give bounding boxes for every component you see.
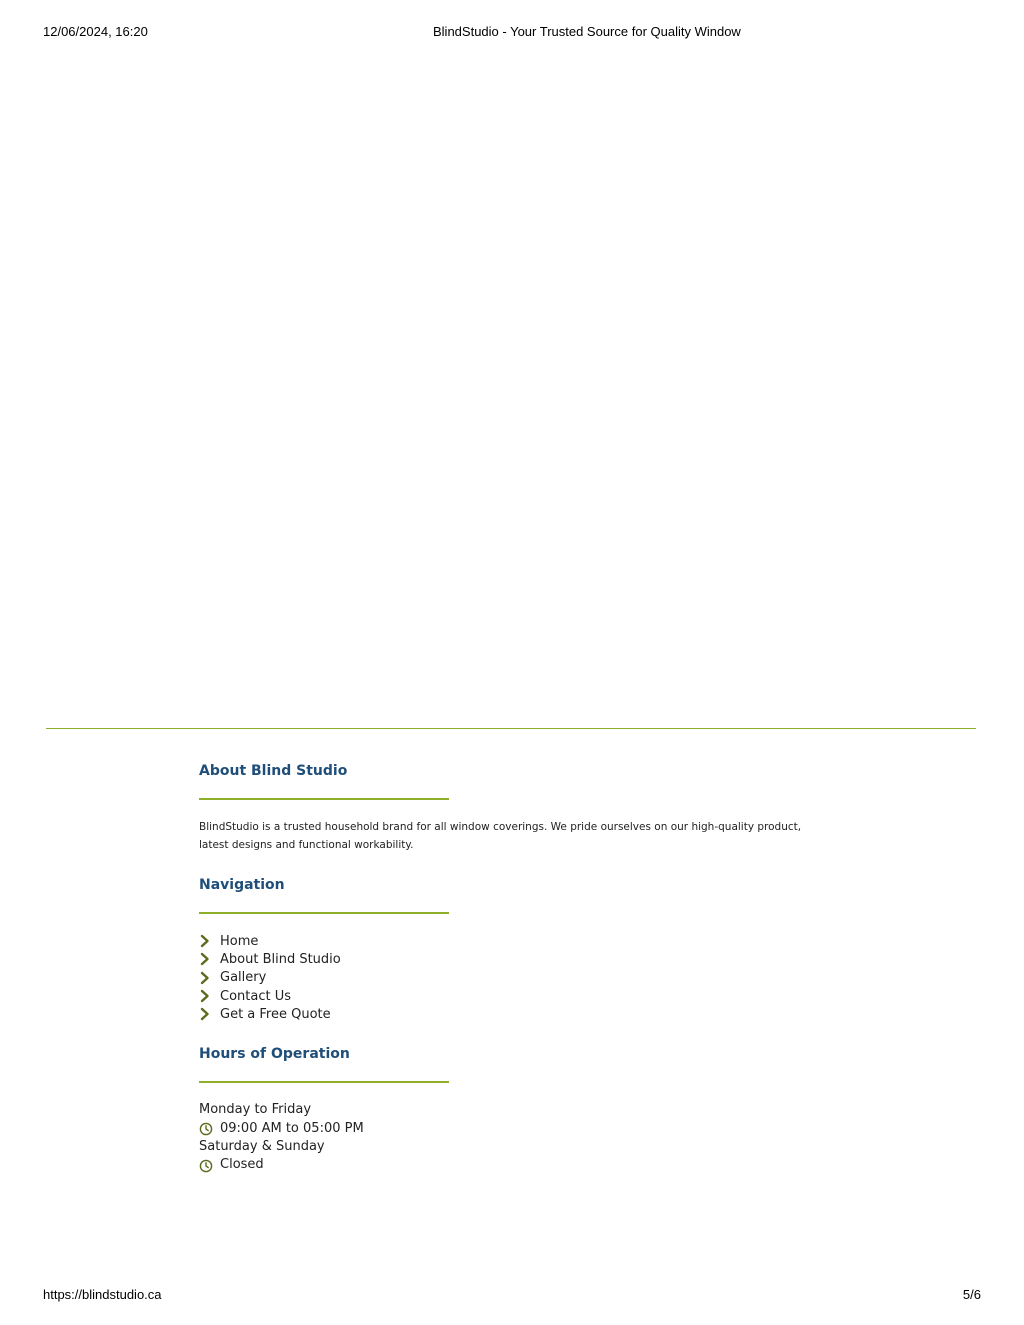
about-heading: About Blind Studio (199, 763, 348, 779)
footer-divider (46, 728, 976, 729)
nav-link-gallery[interactable] (199, 969, 839, 987)
nav-link-label: About Blind Studio (220, 951, 341, 967)
chevron-right-icon (199, 971, 211, 985)
nav-link-label: Gallery (220, 970, 267, 986)
nav-link-free-quote[interactable] (199, 1005, 839, 1023)
navigation-heading: Navigation (199, 877, 285, 893)
hours-section (199, 1043, 839, 1174)
print-page-number: 5/6 (962, 1287, 981, 1302)
hours-list (199, 1101, 839, 1174)
hours-heading-underline (199, 1081, 449, 1083)
weekend-time: Closed (220, 1157, 264, 1173)
clock-icon (199, 1159, 213, 1173)
nav-link-home[interactable] (199, 932, 839, 950)
about-section (199, 760, 839, 854)
print-datetime: 12/06/2024, 16:20 (43, 24, 148, 39)
nav-link-label: Contact Us (220, 988, 291, 1004)
nav-link-label: Get a Free Quote (220, 1006, 331, 1022)
about-heading-underline (199, 798, 449, 800)
print-url: https://blindstudio.ca (43, 1287, 162, 1302)
chevron-right-icon (199, 989, 211, 1003)
weekday-time: 09:00 AM to 05:00 PM (220, 1120, 364, 1136)
chevron-right-icon (199, 1007, 211, 1021)
chevron-right-icon (199, 952, 211, 966)
chevron-right-icon (199, 934, 211, 948)
weekend-hours (199, 1156, 839, 1174)
weekday-label: Monday to Friday (199, 1102, 312, 1118)
navigation-list (199, 932, 839, 1023)
weekend-label: Saturday & Sunday (199, 1139, 325, 1155)
navigation-section (199, 874, 839, 1023)
hours-heading: Hours of Operation (199, 1046, 350, 1063)
nav-link-contact[interactable] (199, 987, 839, 1005)
nav-link-label: Home (220, 933, 259, 949)
about-text: BlindStudio is a trusted household brand for all window coverings. We pride ourselves on our high-quality product, latest designs and functional workability. (199, 821, 802, 851)
clock-icon (199, 1122, 213, 1136)
print-page-title: BlindStudio - Your Trusted Source for Quality Window (433, 24, 741, 39)
navigation-heading-underline (199, 912, 449, 914)
weekday-hours (199, 1120, 839, 1138)
nav-link-about[interactable] (199, 950, 839, 968)
site-footer (199, 760, 839, 1195)
